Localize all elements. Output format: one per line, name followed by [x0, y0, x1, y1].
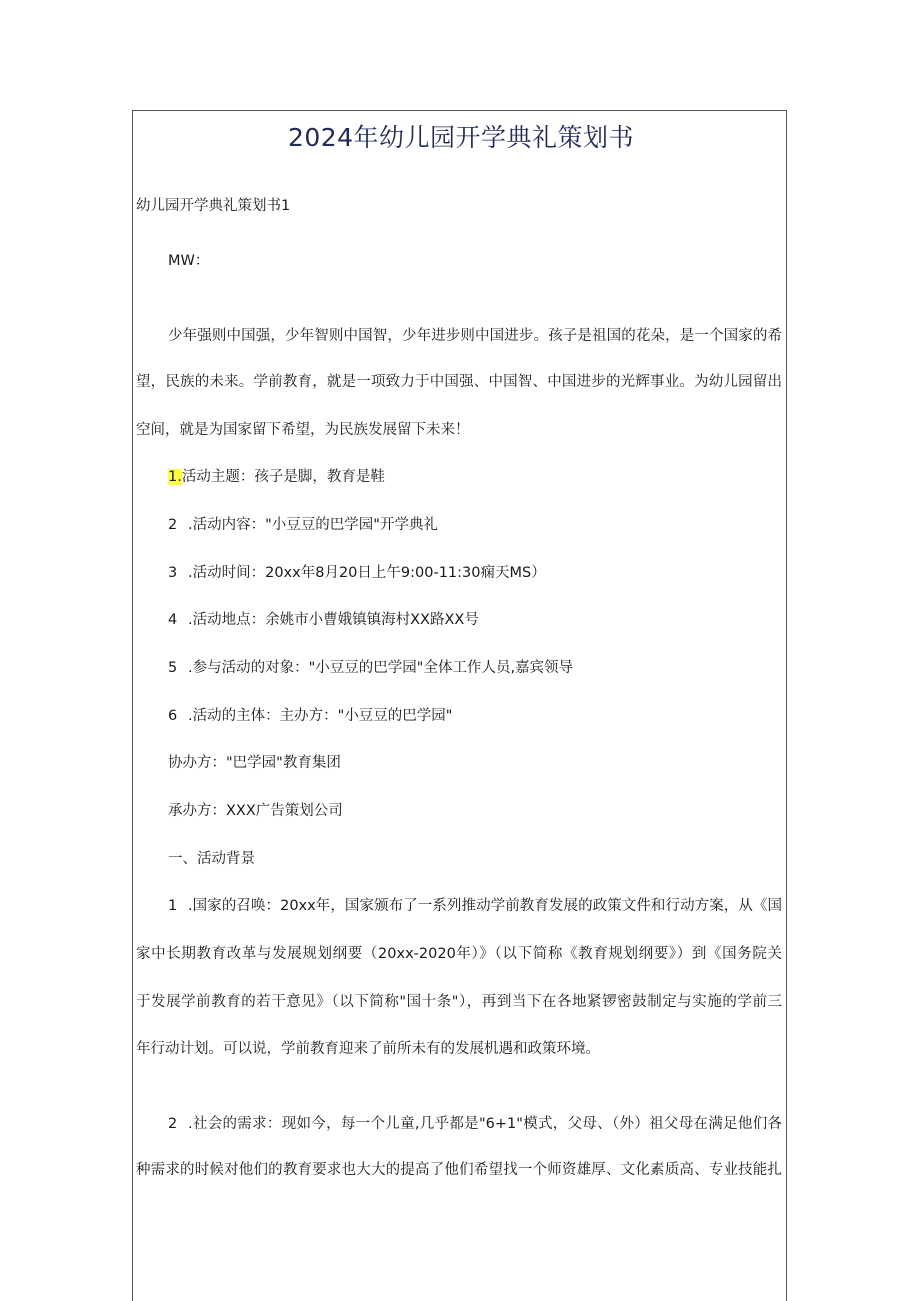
item-number: 5 — [168, 660, 178, 676]
paragraph-line: 种需求的时候对他们的教育要求也大大的提高了他们希望找一个师资雄厚、文化素质高、专业技能扎 — [136, 1162, 782, 1178]
item-text: .活动的主体：主办方："小豆豆的巴学园" — [188, 708, 453, 724]
co-organizer: 协办方："巴学园"教育集团 — [168, 755, 341, 771]
item-text: .社会的需求：现如今，每一个儿童,几乎都是"6+1"模式，父母、（外）祖父母在满足他们各 — [188, 1116, 782, 1132]
paragraph-line: 于发展学前教育的若干意见》（以下简称"国十条"），再到当下在各地紧锣密鼓制定与实施的学前三 — [136, 994, 782, 1010]
intro-line: 空间，就是为国家留下希望，为民族发展留下未来！ — [136, 422, 470, 438]
item-number: 1. — [168, 469, 182, 485]
item-number: 2 — [168, 517, 178, 533]
list-item — [168, 515, 438, 535]
intro-line: 望，民族的未来。学前教育，就是一项致力于中国强、中国智、中国进步的光辉事业。为幼儿园留出 — [136, 374, 782, 390]
item-text: 活动主题：孩子是脚，教育是鞋 — [181, 469, 385, 485]
paragraph-line — [168, 896, 782, 916]
section-subtitle: 幼儿园开学典礼策划书1 — [136, 198, 291, 214]
contractor: 承办方：XXX广告策划公司 — [168, 803, 343, 819]
list-item — [168, 658, 573, 678]
item-text: .活动时间：20xx年8月20日上午9:00-11:30痫天MS） — [188, 565, 546, 581]
document-title: 2024年幼儿园开学典礼策划书 — [287, 123, 635, 152]
list-item — [168, 563, 546, 583]
list-item — [168, 706, 452, 726]
greeting: MW： — [168, 253, 210, 269]
item-text: .活动地点：余姚市小曹娥镇镇海村XX路XX号 — [188, 612, 479, 628]
item-number: 3 — [168, 565, 178, 581]
intro-line: 少年强则中国强，少年智则中国智，少年进步则中国进步。孩子是祖国的花朵，是一个国家的希 — [168, 328, 782, 344]
list-item — [168, 467, 385, 487]
item-text: .活动内容："小豆豆的巴学园"开学典礼 — [188, 517, 438, 533]
list-item — [168, 610, 479, 630]
item-text: .国家的召唤：20xx年，国家颁布了一系列推动学前教育发展的政策文件和行动方案，从《国 — [188, 898, 782, 914]
item-number: 4 — [168, 612, 178, 628]
section-heading: 一、活动背景 — [168, 851, 255, 867]
item-text: .参与活动的对象："小豆豆的巴学园"全体工作人员,嘉宾领导 — [188, 660, 574, 676]
item-number: 2 — [168, 1116, 178, 1132]
paragraph-line: 家中长期教育改革与发展规划纲要（20xx-2020年）》（以下简称《教育规划纲要》）到《国务院关 — [136, 946, 782, 962]
item-number: 6 — [168, 708, 178, 724]
paragraph-line — [168, 1114, 782, 1134]
paragraph-line: 年行动计划。可以说，学前教育迎来了前所未有的发展机遇和政策环境。 — [136, 1041, 600, 1057]
item-number: 1 — [168, 898, 178, 914]
